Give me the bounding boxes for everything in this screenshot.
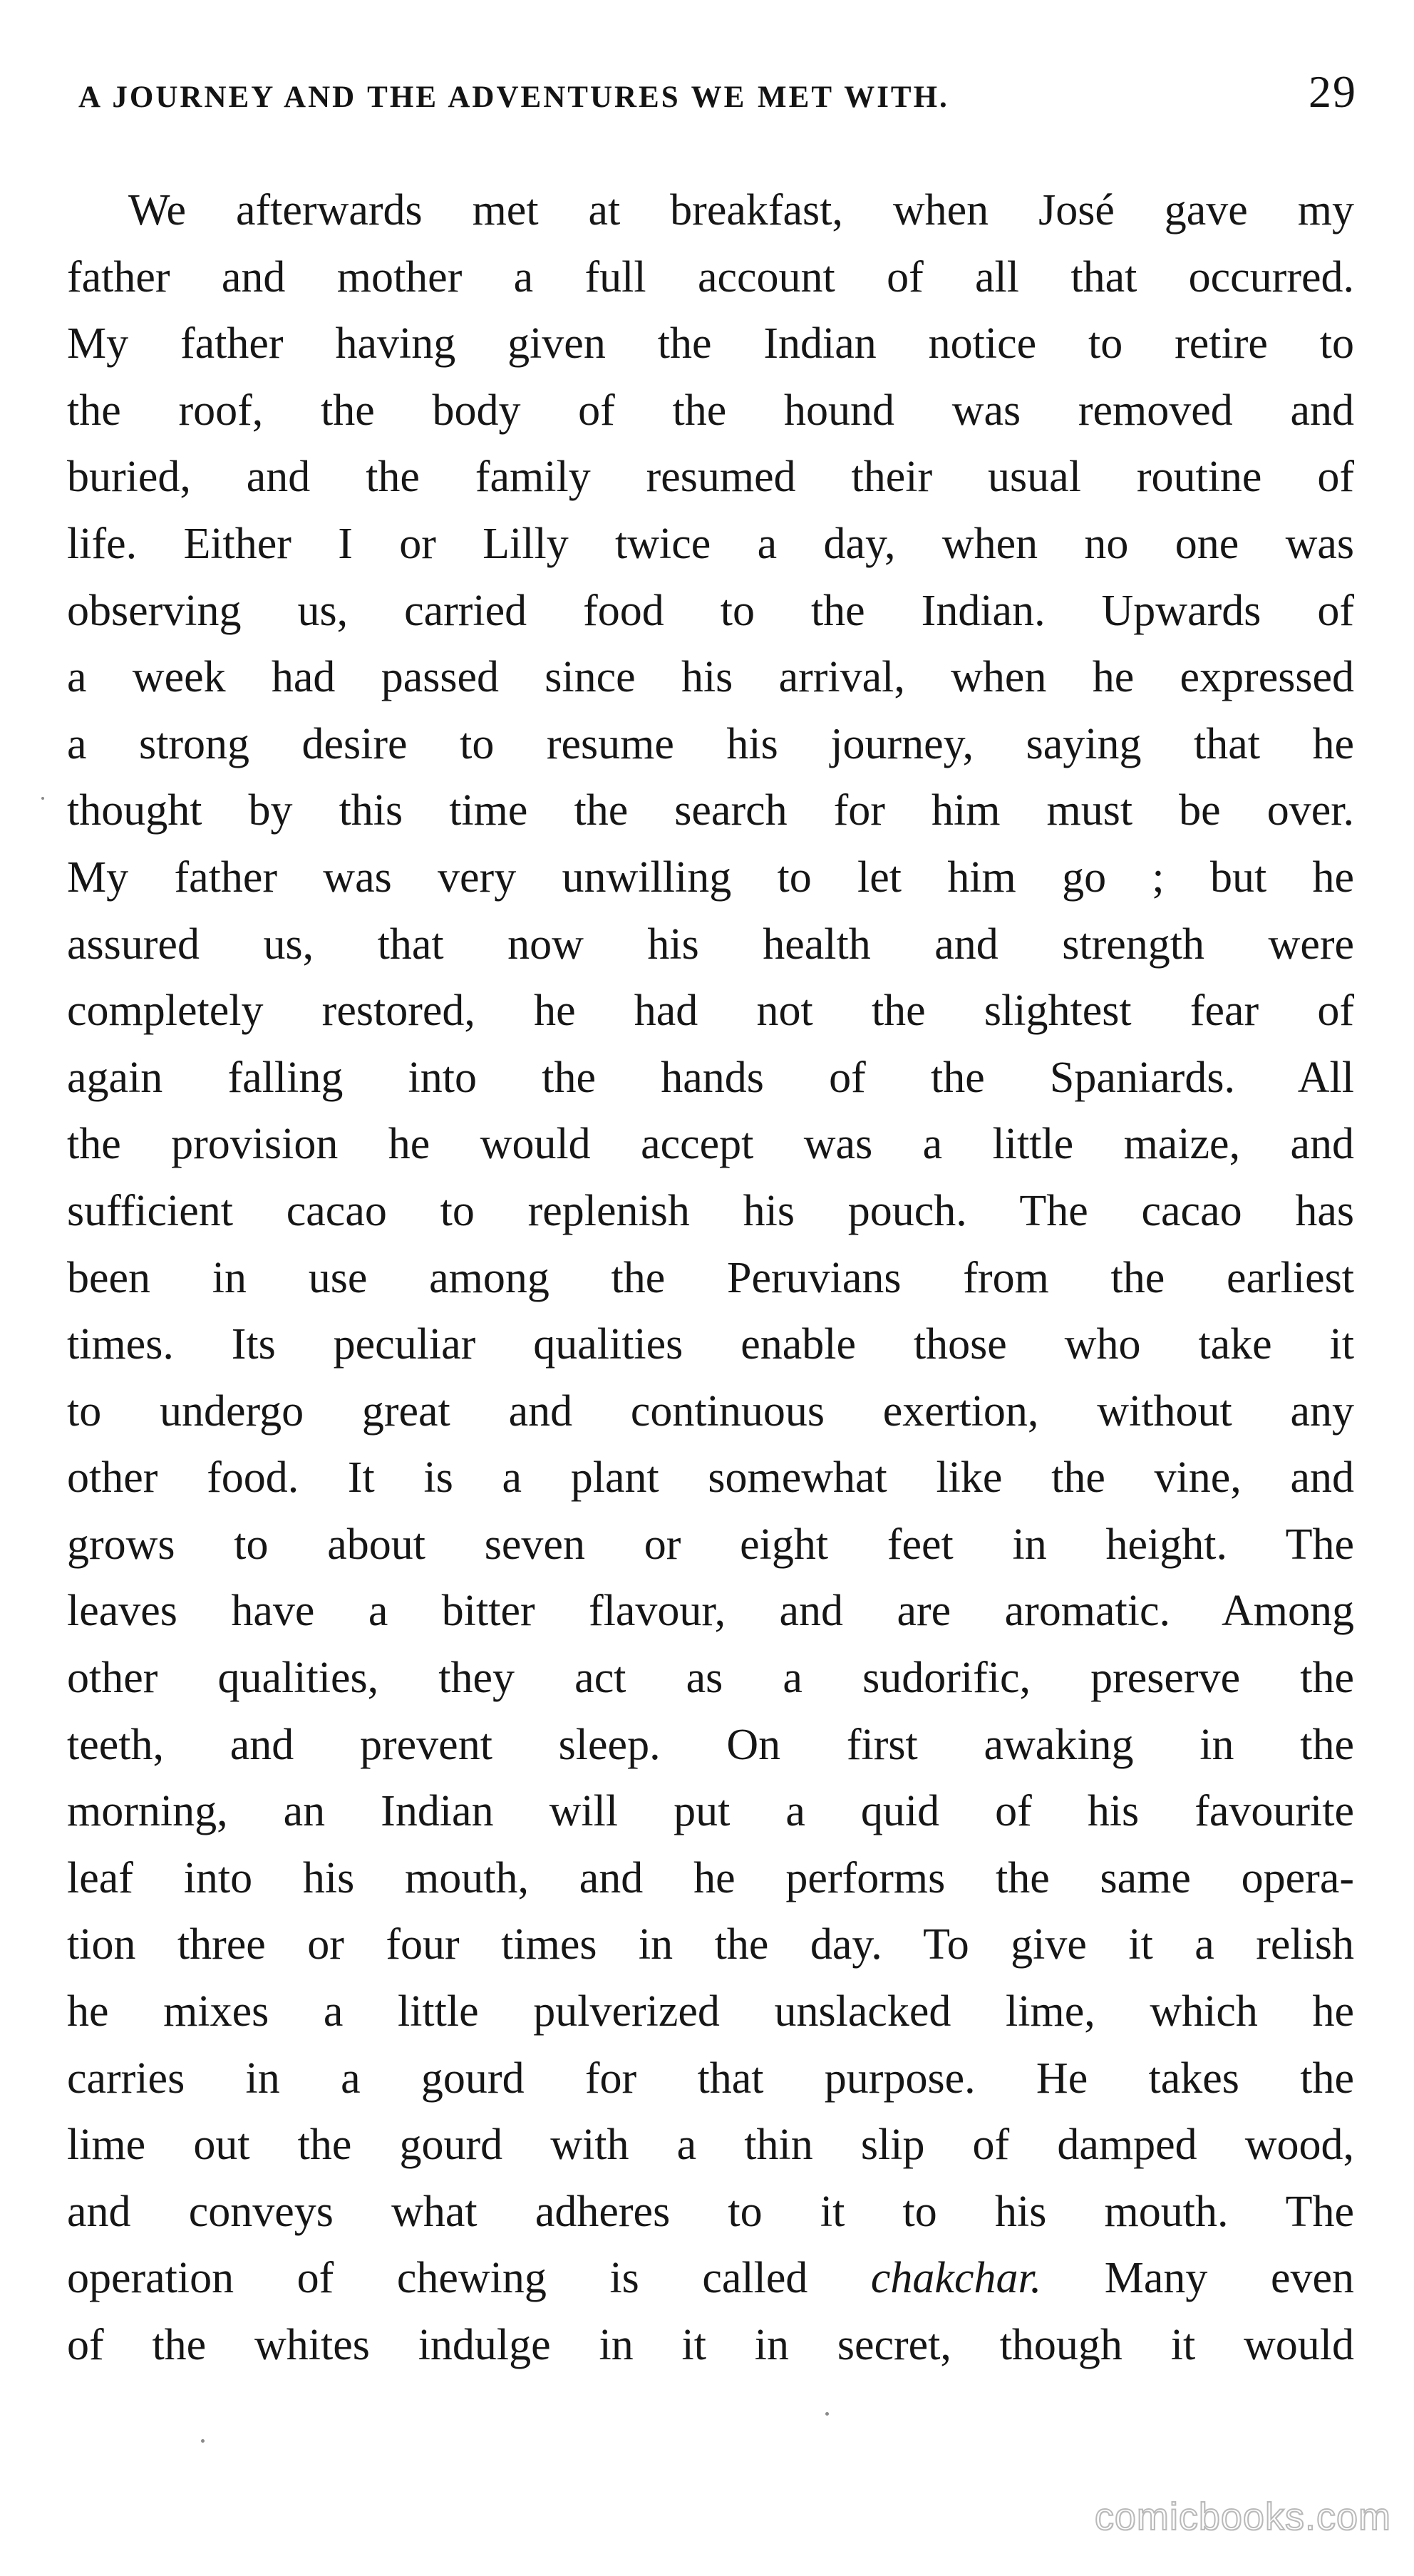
paper-speck — [41, 797, 44, 800]
text-line: completely restored, he had not the slightest fear of — [67, 986, 1354, 1036]
text-line: thought by this time the search for him must be over. — [67, 786, 1354, 835]
running-title: A JOURNEY AND THE ADVENTURES WE MET WITH. — [78, 81, 949, 114]
text-line: leaf into his mouth, and he performs the same opera- — [67, 1853, 1354, 1902]
page-number: 29 — [1309, 66, 1357, 117]
text-line: buried, and the family resumed their usual routine of — [67, 453, 1354, 502]
text-segment: operation of chewing is called — [67, 2254, 871, 2303]
text-line: observing us, carried food to the Indian. Upwards of — [67, 586, 1354, 635]
text-line: and conveys what adheres to it to his mouth. The — [67, 2187, 1354, 2236]
text-line: again falling into the hands of the Spaniards. All — [67, 1053, 1354, 1102]
text-line: a week had passed since his arrival, when he expressed — [67, 653, 1354, 702]
text-line: the provision he would accept was a little maize, and — [67, 1120, 1354, 1169]
text-line: morning, an Indian will put a quid of his favourite — [67, 1787, 1354, 1836]
body-paragraph — [67, 177, 1354, 2379]
text-line: grows to about seven or eight feet in height. The — [67, 1520, 1354, 1569]
text-line: life. Either I or Lilly twice a day, when no one was — [67, 519, 1354, 568]
text-line: father and mother a full account of all that occurred. — [67, 252, 1354, 302]
paper-speck — [201, 2439, 205, 2443]
text-line: other qualities, they act as a sudorific, preserve the — [67, 1654, 1354, 1703]
text-line: teeth, and prevent sleep. On first awaking in the — [67, 1720, 1354, 1769]
text-line-with-italic — [67, 2245, 1354, 2312]
text-line: We afterwards met at breakfast, when José gave my — [128, 186, 1354, 235]
text-line: tion three or four times in the day. To give it a relish — [67, 1920, 1354, 1969]
text-line: My father having given the Indian notice to retire to — [67, 319, 1354, 369]
text-line: sufficient cacao to replenish his pouch. The cacao has — [67, 1186, 1354, 1235]
text-line: leaves have a bitter flavour, and are aromatic. Among — [67, 1587, 1354, 1636]
text-line: the roof, the body of the hound was removed and — [67, 386, 1354, 435]
italic-term: chakchar. — [870, 2254, 1042, 2303]
text-segment: Many even — [1041, 2254, 1354, 2303]
text-line: other food. It is a plant somewhat like the vine, and — [67, 1453, 1354, 1503]
text-line: carries in a gourd for that purpose. He takes the — [67, 2054, 1354, 2103]
text-line: My father was very unwilling to let him go ; but he — [67, 852, 1354, 902]
paper-speck — [825, 2412, 829, 2416]
text-line: he mixes a little pulverized unslacked lime, which he — [67, 1987, 1354, 2036]
text-line: been in use among the Peruvians from the earliest — [67, 1253, 1354, 1302]
running-head — [78, 66, 1357, 130]
text-line: times. Its peculiar qualities enable those who take it — [67, 1320, 1354, 1369]
watermark: comicbooks.com — [1094, 2495, 1391, 2538]
text-line: assured us, that now his health and strength were — [67, 919, 1354, 969]
text-line: a strong desire to resume his journey, saying that he — [67, 719, 1354, 768]
text-line: lime out the gourd with a thin slip of damped wood, — [67, 2121, 1354, 2170]
text-line: to undergo great and continuous exertion, without any — [67, 1386, 1354, 1436]
text-line: of the whites indulge in it in secret, though it would — [67, 2321, 1354, 2369]
